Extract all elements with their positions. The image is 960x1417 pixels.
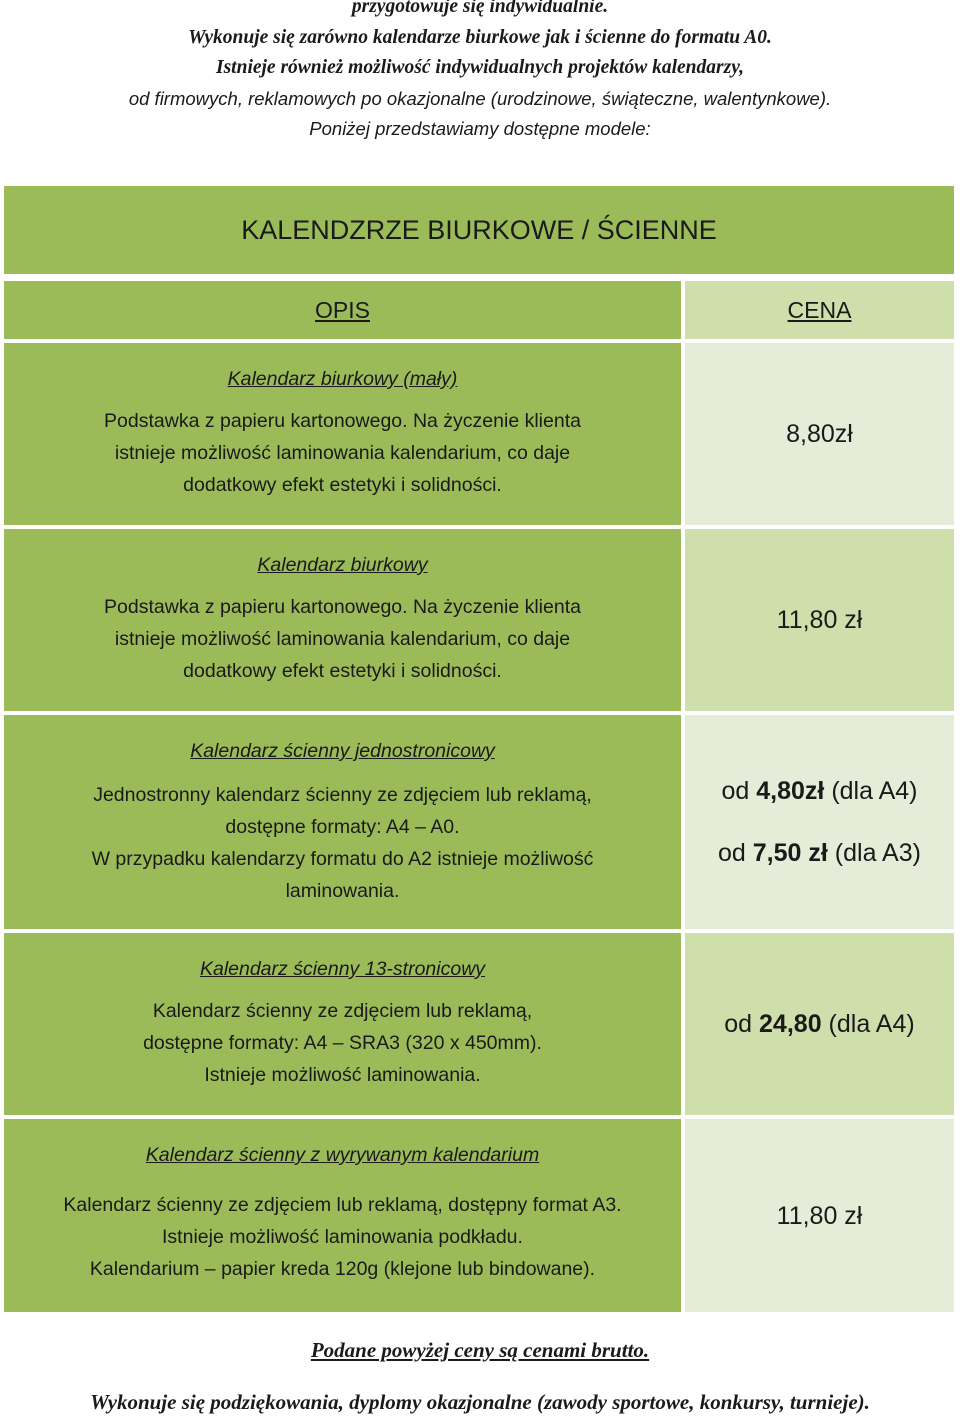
price-format: (dla A4) [828, 1010, 915, 1038]
row-description [4, 715, 681, 929]
row-body [143, 995, 542, 1091]
row-line: Istnieje możliwość laminowania. [204, 1064, 481, 1086]
row-title: Kalendarz biurkowy [257, 554, 428, 576]
row-body [92, 779, 594, 907]
row-description [4, 529, 681, 711]
price-amount: 24,80 [759, 1010, 822, 1038]
row-title: Kalendarz biurkowy (mały) [227, 368, 458, 390]
row-body [104, 405, 581, 501]
row-price [685, 343, 954, 525]
price-note: Podane powyżej ceny są cenami brutto. [310, 1338, 650, 1362]
row-line: istnieje możliwość laminowania kalendarium, co daje [114, 442, 571, 464]
table-row [4, 343, 954, 525]
row-line: dodatkowy efekt estetyki i solidności. [183, 660, 502, 682]
row-line: Jednostronny kalendarz ścienny ze zdjęciem lub reklamą, [93, 784, 592, 806]
intro-line-1: przygotowuje się indywidualnie. [351, 0, 609, 17]
row-line: Kalendarz ścienny ze zdjęciem lub reklamą, dostępny format A3. [63, 1194, 622, 1216]
price-format: (dla A4) [831, 777, 918, 805]
row-title: Kalendarz ścienny 13-stronicowy [199, 958, 486, 980]
column-header-description: OPIS [4, 281, 681, 339]
row-line: W przypadku kalendarzy formatu do A2 istnieje możliwość [91, 848, 594, 870]
row-line: Kalendarium – papier kreda 120g (klejone lub bindowane). [89, 1258, 596, 1280]
row-description [4, 343, 681, 525]
price-value [724, 1008, 914, 1040]
row-line: dostępne formaty: A4 – A0. [225, 816, 460, 838]
intro-text [0, 0, 960, 145]
row-line: Podstawka z papieru kartonowego. Na życzenie klienta [104, 410, 581, 432]
table-row [4, 1119, 954, 1312]
intro-line-3: Istnieje również możliwość indywidualnych projektów kalendarzy, [216, 57, 744, 78]
intro-line-4: od firmowych, reklamowych po okazjonalne (urodzinowe, świąteczne, walentynkowe). [128, 87, 832, 109]
price-amount: 4,80zł [756, 777, 825, 805]
table-row [4, 529, 954, 711]
price-value: 8,80zł [786, 420, 853, 448]
row-title: Kalendarz ścienny jednostronicowy [190, 740, 495, 762]
row-line: Istnieje możliwość laminowania podkładu. [162, 1226, 523, 1248]
price-amount: 7,50 zł [752, 839, 828, 867]
row-price [685, 529, 954, 711]
table-header: KALENDZRZE BIURKOWE / ŚCIENNE [4, 186, 954, 274]
row-line: Kalendarz ścienny ze zdjęciem lub reklamą, [152, 1000, 533, 1022]
row-line: istnieje możliwość laminowania kalendarium, co daje [114, 628, 571, 650]
row-line: Podstawka z papieru kartonowego. Na życzenie klienta [104, 596, 581, 618]
price-format: (dla A3) [834, 839, 921, 867]
row-line: dostępne formaty: A4 – SRA3 (320 x 450mm). [143, 1032, 542, 1054]
row-description [4, 933, 681, 1115]
intro-line-5: Poniżej przedstawiamy dostępne modele: [309, 118, 651, 139]
row-body [63, 1189, 621, 1285]
row-price [685, 933, 954, 1115]
row-price [685, 1119, 954, 1312]
row-line: dodatkowy efekt estetyki i solidności. [183, 474, 502, 496]
table-row [4, 933, 954, 1115]
price-prefix: od [718, 839, 746, 867]
price-value: 11,80 zł [776, 1201, 863, 1230]
intro-line-2: Wykonuje się zarówno kalendarze biurkowe jak i ścienne do formatu A0. [188, 26, 772, 48]
row-price [685, 715, 954, 929]
price-prefix: od [724, 1010, 753, 1038]
row-line: laminowania. [285, 880, 400, 902]
row-body [104, 591, 581, 687]
price-prefix: od [721, 777, 750, 805]
column-header-price: CENA [685, 281, 954, 339]
price-value [718, 837, 921, 869]
row-title: Kalendarz ścienny z wyrywanym kalendarium [145, 1144, 540, 1166]
price-value: 11,80 zł [776, 606, 863, 634]
row-description [4, 1119, 681, 1312]
extra-services-note: Wykonuje się podziękowania, dyplomy okazjonalne (zawody sportowe, konkursy, turnieje). [90, 1390, 870, 1414]
price-value [722, 775, 918, 807]
table-row [4, 715, 954, 929]
